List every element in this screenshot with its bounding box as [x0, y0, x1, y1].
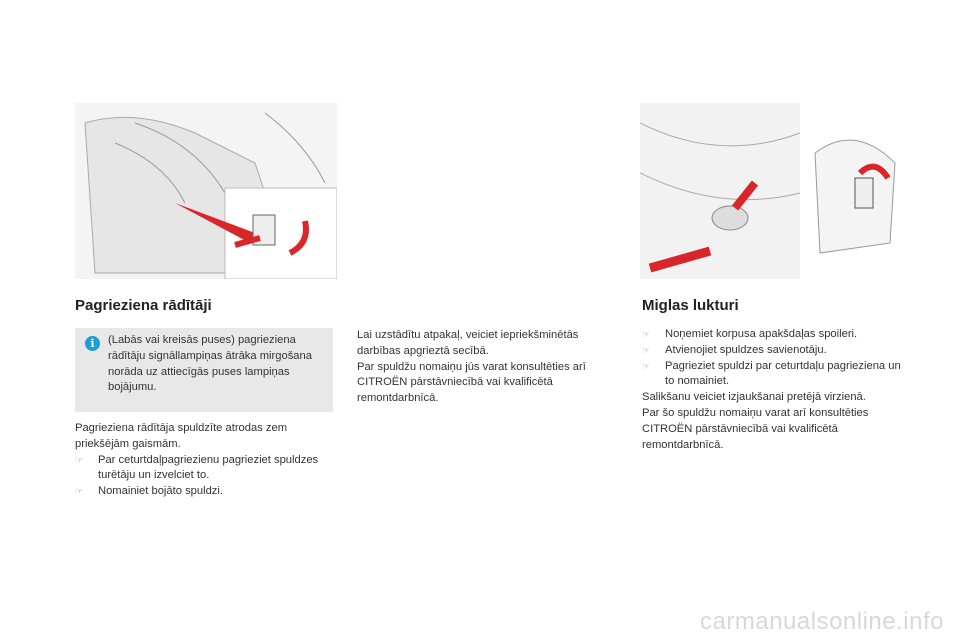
- paragraph: Lai uzstādītu atpakaļ, veiciet iepriekšminētās darbības apgrieztā secībā.: [357, 329, 579, 357]
- reassembly-text: [357, 328, 612, 407]
- paragraph: Par spuldžu nomaiņu jūs varat konsultēties arī CITROËN pārstāvniecībā vai kvalificētā remontdarbnīcā.: [357, 360, 586, 405]
- turn-signals-heading: Pagrieziena rādītāji: [75, 297, 212, 314]
- turn-signal-instructions: [75, 421, 340, 500]
- step-item: ☞ Noņemiet korpusa apakšdaļas spoileri.: [642, 327, 907, 343]
- note-text: (Labās vai kreisās puses) pagrieziena rādītāju signāllampiņas ātrāka mirgošana norāda uz attiecīgās puses lampiņas bojājumu.: [108, 334, 312, 394]
- info-note: [75, 328, 333, 412]
- step-item: ☞ Par ceturtdaļpagriezienu pagrieziet spuldzes turētāju un izvelciet to.: [75, 453, 340, 485]
- step-item: ☞ Atvienojiet spuldzes savienotāju.: [642, 343, 907, 359]
- info-icon: i: [85, 336, 100, 351]
- watermark: carmanualsonline.info: [700, 608, 944, 635]
- step-item: ☞ Pagrieziet spuldzi par ceturtdaļu pagrieziena un to nomainiet.: [642, 359, 907, 391]
- step-item: ☞ Nomainiet bojāto spuldzi.: [75, 484, 340, 500]
- paragraph: Salikšanu veiciet izjaukšanai pretējā virzienā.: [642, 391, 866, 404]
- intro-text: Pagrieziena rādītāja spuldzīte atrodas zem priekšējām gaismām.: [75, 422, 288, 450]
- paragraph: Par šo spuldžu nomaiņu varat arī konsultēties CITROËN pārstāvniecībā vai kvalificētā remontdarbnīcā.: [642, 406, 869, 451]
- fog-lamp-illustration: [640, 103, 905, 279]
- turn-signal-illustration: [75, 103, 337, 279]
- fog-lamp-instructions: [642, 327, 907, 453]
- fog-lamps-heading: Miglas lukturi: [642, 297, 739, 314]
